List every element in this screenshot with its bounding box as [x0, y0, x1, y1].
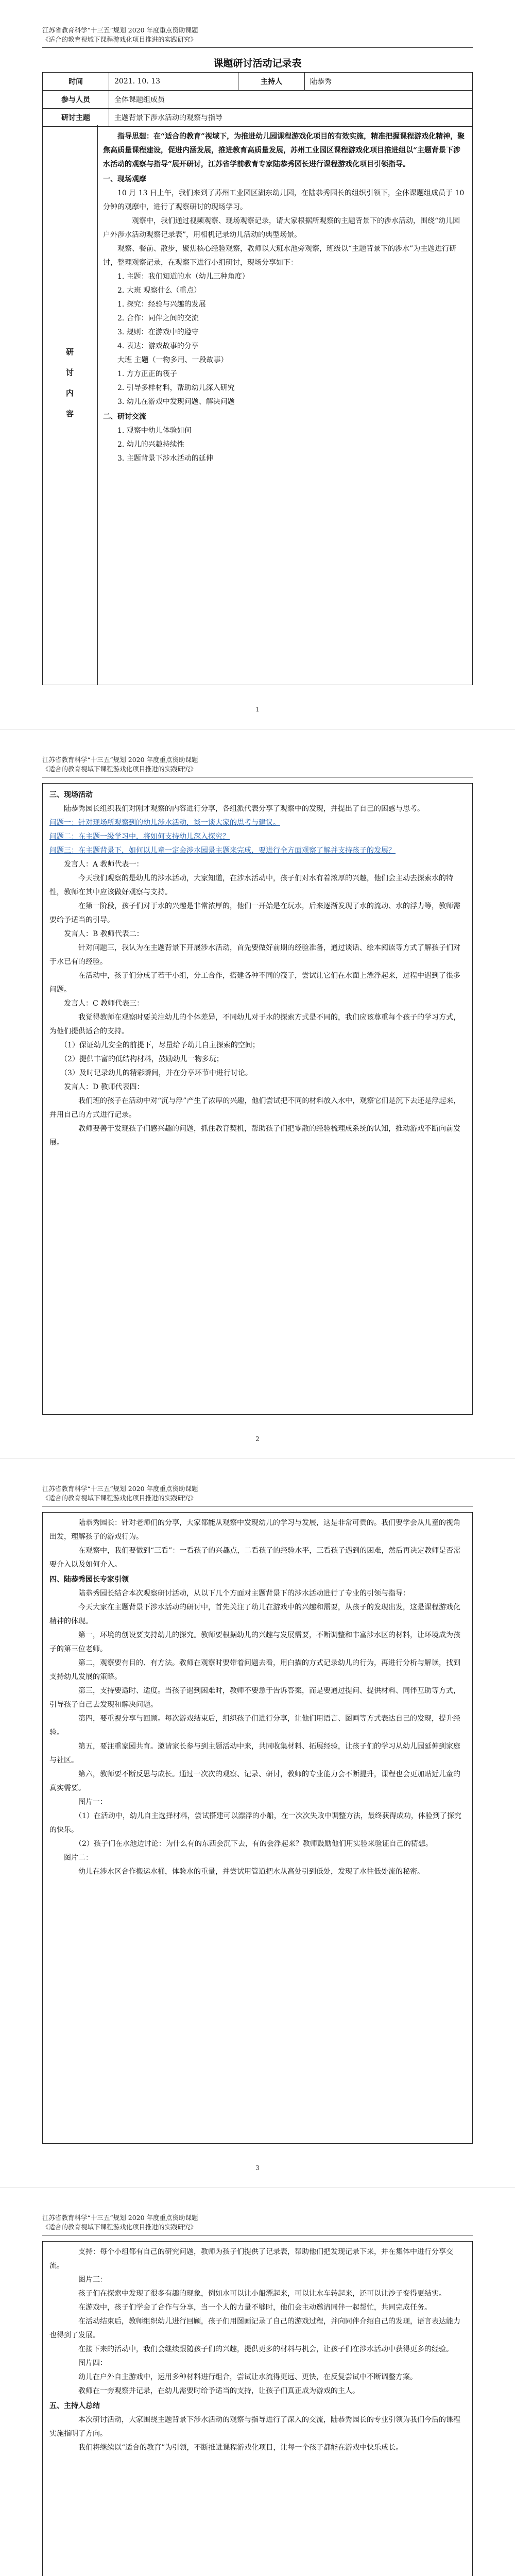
section-heading: 四、陆恭秀园长专家引领	[49, 1575, 129, 1584]
paragraph: 第五，要注重家园共育。邀请家长参与到主题活动中来，共同收集材料、拓展经验，让孩子们的学习从幼儿园延伸到家庭与社区。	[49, 1742, 460, 1765]
paragraph: 2. 引导多样材料，帮助幼儿深入研究	[103, 384, 235, 392]
paragraph: 观察、餐前、散步，聚焦核心经验观察，教师以大班水池旁观察，班级以“主题背景下的涉水”为主题进行研讨，整理观察记录，在观察下进行小组研讨，现场分享如下：	[103, 245, 457, 267]
paragraph: 在活动中，孩子们分成了若干小组，分工合作，搭建各种不同的筏子，尝试让它们在水面上漂浮起来，过程中遇到了很多问题。	[49, 972, 460, 994]
paragraph: （2）提供丰富的低结构材料，鼓励幼儿一物多玩；	[49, 1055, 224, 1063]
content-p1	[103, 130, 467, 466]
header-line-1: 江苏省教育科学“十三五”规划 2020 年度重点资助课题	[42, 1485, 198, 1493]
paragraph: 4. 表达：游戏故事的分享	[103, 342, 199, 350]
paragraph: 我们将继续以“适合的教育”为引领，不断推进课程游戏化项目，让每一个孩子都能在游戏中快乐成长。	[64, 2444, 403, 2452]
paragraph: 我们班的孩子在活动中对“沉与浮”产生了浓厚的兴趣，他们尝试把不同的材料放入水中，观察它们是沉下去还是浮起来，并用自己的方式进行记录。	[49, 1097, 461, 1119]
paragraph: 我觉得教师在观察时要关注幼儿的个体差异，不同幼儿对于水的探索方式是不同的，我们应该尊重每个孩子的学习方式，为他们提供适合的支持。	[49, 1013, 460, 1036]
paragraph: 支持：每个小组都有自己的研究问题，教师为孩子们提供了记录表，帮助他们把发现记录下来，并在集体中进行分享交流。	[49, 2248, 453, 2270]
paragraph: 本次研讨活动，大家围绕主题背景下涉水活动的观察与指导进行了深入的交流，陆恭秀园长的专业引领为我们今后的课程实施指明了方向。	[49, 2416, 460, 2438]
paragraph: 2. 幼儿的兴趣持续性	[103, 440, 184, 449]
running-header	[42, 2213, 434, 2232]
content-p3	[49, 1516, 466, 1879]
header-line-2: 《适合的教育视域下课程游戏化项目推进的实践研究》	[42, 1494, 197, 1502]
side-label: 研讨内容	[42, 125, 98, 685]
paragraph: 第六，教师要不断反思与成长。通过一次次的观察、记录、研讨，教师的专业能力会不断提升，课程也会更加贴近儿童的真实需要。	[49, 1770, 460, 1792]
paragraph: 2. 合作：同伴之间的交流	[103, 314, 199, 323]
running-header	[42, 1484, 434, 1503]
paragraph: 今天我们观察的是幼儿的涉水活动，大家知道，在涉水活动中，孩子们对水有着浓厚的兴趣，他们会主动去探索水的特性，教师在其中应该做好观察与支持。	[49, 874, 453, 896]
paragraph: 在游戏中，孩子们学会了合作与分享，当一个人的力量不够时，他们会主动邀请同伴一起帮忙，共同完成任务。	[64, 2303, 432, 2312]
section-heading: 一、现场观摩	[103, 175, 146, 183]
paragraph: 在第一阶段，孩子们对于水的兴趣是非常浓厚的，他们一开始是在玩水，后来逐渐发现了水的流动、水的浮力等，教师需要给予适当的引导。	[49, 902, 460, 924]
paragraph: 陆恭秀园长组织我们对刚才观察的内容进行分享，各组派代表分享了观察中的发现，并提出了自己的困惑与思考。	[49, 805, 424, 813]
paragraph: 幼儿在涉水区合作搬运水桶，体验水的重量，并尝试用管道把水从高处引到低处，发现了水往低处流的秘密。	[64, 1868, 424, 1876]
paragraph: 教师在一旁观察并记录，在幼儿需要时给予适当的支持，让孩子们真正成为游戏的主人。	[64, 2387, 359, 2395]
paragraph: （2）孩子们在水池边讨论：为什么有的东西会沉下去，有的会浮起来？教师鼓励他们用实验来验证自己的猜想。	[64, 1840, 433, 1848]
running-header	[42, 755, 434, 774]
paragraph: （1）在活动中，幼儿自主选择材料，尝试搭建可以漂浮的小船，在一次次失败中调整方法，最终获得成功，体验到了探究的快乐。	[49, 1812, 461, 1834]
paragraph: 3. 规则：在游戏中的遵守	[103, 328, 199, 336]
header-rule	[42, 47, 473, 48]
paragraph: 问题三：在主题背景下，如何以儿童一定会涉水园景主题来完成，要进行全方面观察了解并支持孩子的发展？	[49, 846, 396, 855]
running-header	[42, 26, 434, 44]
paragraph: 陆恭秀园长结合本次观察研讨活动，从以下几个方面对主题背景下的涉水活动进行了专业的引领与指导：	[64, 1589, 410, 1598]
page-number: 3	[255, 2164, 260, 2172]
content-p2	[49, 787, 466, 1150]
page-1	[0, 0, 515, 728]
paragraph: 孩子们在探索中发现了很多有趣的现象，例如水可以让小船漂起来，可以让水车转起来，还可以让沙子变得更结实。	[64, 2290, 446, 2298]
paragraph: 第一，环境的创设要支持幼儿的探究。教师要根据幼儿的兴趣与发展需要，不断调整和丰富涉水区的材料，让环境成为孩子的第三位老师。	[49, 1631, 460, 1653]
paragraph: 大班 主题（一物多用、一段故事）	[103, 356, 228, 364]
paragraph: 指导思想：在“适合的教育”视域下，为推进幼儿园课程游戏化项目的有效实施，精准把握课程游戏化精神，聚焦高质量课程建设，促进内涵发展，推进教育高质量发展，苏州工业园区课程游戏化项目推进组以“主题背景下涉水活动的观察与指导”展开研讨，江苏省学前教育专家陆恭秀园长进行课程游戏化项目引领指导。	[103, 132, 465, 168]
host-label: 主持人	[238, 73, 305, 91]
paragraph: 10 月 13 日上午，我们来到了苏州工业园区湖东幼儿园，在陆恭秀园长的组织引领下，全体课题组成员于 10 分钟的观摩中，进行了观察研讨的现场学习。	[103, 189, 465, 211]
paragraph: 第四，要重视分享与回顾。每次游戏结束后，组织孩子们进行分享，让他们用语言、图画等方式表达自己的发现，提升经验。	[49, 1715, 460, 1737]
meta-table	[42, 72, 473, 127]
paragraph: 1. 观察中幼儿体验如何	[103, 427, 192, 435]
paragraph: 1. 方方正正的筏子	[103, 370, 177, 378]
page-number: 1	[255, 706, 260, 713]
host-value: 陆恭秀	[305, 73, 473, 91]
paragraph: 图片二：	[49, 1854, 93, 1862]
paragraph: 观察中，我们通过视频观察、现场观察记录，请大家根据所观察的主题背景下的涉水活动，围绕“幼儿园户外涉水活动观察记录表”，用相机记录幼儿活动的典型场景。	[103, 217, 460, 239]
topic-value: 主题背景下涉水活动的观察与指导	[109, 109, 473, 127]
paragraph: 发言人：C 教师代表三：	[49, 999, 144, 1008]
paragraph: 教师要善于发现孩子们感兴趣的问题，抓住教育契机，帮助孩子们把零散的经验梳理成系统的认知，推动游戏不断向前发展。	[49, 1125, 460, 1147]
paragraph: 图片四：	[64, 2359, 107, 2367]
paragraph: 在观察中，我们要做到“三看”：一看孩子的兴趣点，二看孩子的经验水平，三看孩子遇到的困难，然后再决定教师是否需要介入以及如何介入。	[49, 1547, 461, 1569]
paragraph: 3. 幼儿在游戏中发现问题、解决问题	[103, 398, 235, 406]
header-line-2: 《适合的教育视域下课程游戏化项目推进的实践研究》	[42, 2223, 197, 2231]
paragraph: 1. 探究：经验与兴趣的发展	[103, 300, 206, 309]
paragraph: 1. 主题：我们知道的水（幼儿三种角度）	[103, 273, 249, 281]
paragraph: 问题一：针对现场所观察到的幼儿涉水活动，谈一谈大家的思考与建议。	[49, 819, 280, 827]
paragraph: 幼儿在户外自主游戏中，运用多种材料进行组合，尝试让水流得更远、更快，在反复尝试中不断调整方案。	[64, 2373, 417, 2381]
paragraph: 图片三：	[64, 2276, 107, 2284]
page-4	[0, 2187, 515, 2576]
page-3	[0, 1458, 515, 2187]
paragraph: （3）及时记录幼儿的精彩瞬间，并在分享环节中进行讨论。	[49, 1069, 252, 1077]
paragraph: 2. 大班 观察什么（重点）	[103, 286, 201, 295]
header-line-1: 江苏省教育科学“十三五”规划 2020 年度重点资助课题	[42, 2214, 198, 2222]
paragraph: 第三，支持要适时、适度。当孩子遇到困难时，教师不要急于告诉答案，而是要通过提问、提供材料、同伴互助等方式，引导孩子自己去发现和解决问题。	[49, 1687, 460, 1709]
page-2	[0, 729, 515, 1458]
header-line-1: 江苏省教育科学“十三五”规划 2020 年度重点资助课题	[42, 756, 198, 764]
paragraph: 第二，观察要有目的、有方法。教师在观察时要带着问题去看，用白描的方式记录幼儿的行为，再进行分析与解读，找到支持幼儿发展的策略。	[49, 1659, 460, 1681]
header-line-1: 江苏省教育科学“十三五”规划 2020 年度重点资助课题	[42, 26, 198, 34]
page-number: 2	[255, 1435, 260, 1443]
page-title: 课题研讨活动记录表	[213, 58, 302, 69]
paragraph: 在活动结束后，教师组织幼儿进行回顾，孩子们用图画记录了自己的游戏过程，并向同伴介绍自己的发现，语言表达能力也得到了发展。	[49, 2317, 460, 2340]
paragraph: 陆恭秀园长：针对老师们的分享，大家都能从观察中发现幼儿的学习与发展，这是非常可贵的。我们要学会从儿童的视角出发，理解孩子的游戏行为。	[49, 1519, 460, 1541]
paragraph: 发言人：D 教师代表四：	[49, 1083, 144, 1091]
header-line-2: 《适合的教育视域下课程游戏化项目推进的实践研究》	[42, 765, 197, 773]
header-line-2: 《适合的教育视域下课程游戏化项目推进的实践研究》	[42, 36, 197, 43]
content-p4	[49, 2245, 466, 2455]
participants-label: 参与人员	[43, 91, 109, 109]
paragraph: 问题二：在主题一级学习中，将如何支持幼儿深入探究？	[49, 833, 230, 841]
paragraph: 发言人：A 教师代表一：	[49, 860, 144, 869]
time-label: 时间	[43, 73, 109, 91]
participants-value: 全体课题组成员	[109, 91, 473, 109]
paragraph: 图片一：	[64, 1798, 107, 1806]
paragraph: 3. 主题背景下涉水活动的延伸	[103, 454, 213, 463]
time-value: 2021. 10. 13	[109, 73, 238, 91]
paragraph: 发言人：B 教师代表二：	[49, 930, 144, 938]
section-heading: 三、现场活动	[49, 791, 93, 799]
paragraph: 在接下来的活动中，我们会继续跟随孩子们的兴趣，提供更多的材料与机会，让孩子们在涉水活动中获得更多的经验。	[64, 2345, 453, 2353]
section-heading: 五、主持人总结	[49, 2402, 100, 2410]
paragraph: 今天大家在主题背景下涉水活动的研讨中，首先关注了幼儿在游戏中的兴趣和需要，从孩子的发现出发，这是课程游戏化精神的体现。	[49, 1603, 460, 1625]
section-heading: 二、研讨交流	[103, 413, 146, 421]
paragraph: 针对问题三，我认为在主题背景下开展涉水活动，首先要做好前期的经验准备，通过谈话、绘本阅读等方式了解孩子们对于水已有的经验。	[49, 944, 460, 966]
topic-label: 研讨主题	[43, 109, 109, 127]
paragraph: （1）保证幼儿安全的前提下，尽量给予幼儿自主探索的空间；	[49, 1041, 260, 1049]
